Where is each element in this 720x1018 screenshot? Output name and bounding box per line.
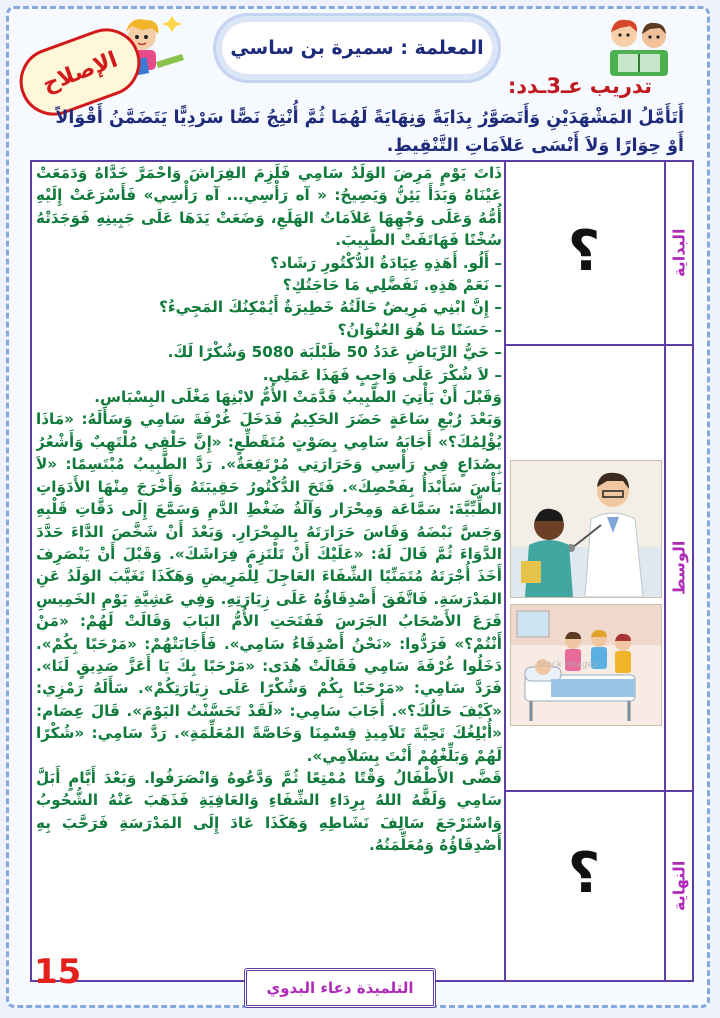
teacher-banner <box>222 22 492 74</box>
label-end: النهاية <box>669 860 689 912</box>
section-divider-1 <box>504 344 694 346</box>
student-name: التلميذة دعاء البدوي <box>266 979 414 997</box>
teacher-name: المعلمة : سميرة بن ساسي <box>230 37 484 59</box>
dialogue-line-4: – حَسَنًا مَا هُوَ العُنْوَانُ؟ <box>36 319 502 341</box>
correction-label: الإصلاح <box>39 46 121 98</box>
page-number: 15 <box>34 952 82 992</box>
stock-watermark: Stock Images <box>537 660 598 670</box>
dialogue-line-6: – لاَ شُكْرَ عَلَى وَاجِبٍ فَهَذَا عَمَلِي. <box>36 364 502 386</box>
exercise-instructions: أَتَأَمَّلُ المَشْهَدَيْنِ وَأَتَصَوَّرُ بِدَايَةً وَنِهَايَةً لَهُمَا ثُمَّ أُنْتِجُ نَصًّا سَرْدِيًّا يَتَضَمَّنُ أَقْوَالاً أَوْ حِوَارًا وَلاَ أَنْسَى عَلاَمَاتِ التَّنْقِيطِ. <box>55 108 684 156</box>
story-paragraph-4: قَضَّى الأَطْفَالُ وَقْتًا مُمْتِعًا ثُمَّ وَدَّعُوهُ وَانْصَرَفُوا. وَبَعْدَ أَيَّامٍ أَبَلَّ سَامِي وَلَفَّهُ اللهُ بِرِدَاءِ الشِّفَاءِ وَالعَافِيَةِ فَذَهَبَ عَنْهُ الشُّحُوبُ وَاسْتَرْجَعَ سَالِفَ نَشَاطِهِ وَهَكَذَا عَادَ إِلَى المَدْرَسَةِ فَرَحَّبَ بِهِ أَصْدِقَاؤُهُ وَمُعَلِّمَتُهُ. <box>36 768 502 855</box>
dialogue-line-1: – أَلُو. أَهَذِهِ عِيَادَةُ الدُّكْتُورِ رَشَاد؟ <box>36 252 502 274</box>
student-name-box <box>244 968 436 1008</box>
dialogue-line-2: – نَعَمْ هَذِهِ. تَفَضَّلِي مَا حَاجَتُكِ؟ <box>36 274 502 296</box>
section-divider-2 <box>504 790 694 792</box>
friends-visiting-patient-image <box>510 604 662 726</box>
story-paragraph-3: وَبَعْدَ رُبْعِ سَاعَةٍ حَضَرَ الحَكِيمُ فَدَخَلَ غُرْفَةَ سَامِي وَسَأَلَهُ: «مَاذَا يُؤْلِمُكَ؟» أَجَابَهُ سَامِي بِصَوْتٍ مُتَقَطِّعٍ: «إِنَّ حَلْقِي مُلْتَهِبٌ وَأَشْعُرُ بِصُدَاعٍ فِي رَأْسِي وَحَرَارَتِي مُرْتَفِعَةٌ». رَدَّ الطَّبِيبُ مُبْتَسِمًا: «لاَ بَأْسَ سَأَبْدَأُ بِفَحْصِكَ». فَتَحَ الدُّكْتُورُ حَقِيبَتَهُ وَأَخْرَجَ مِنْهَا الأَدَوَاتِ الطِّبِّيَّةَ: سَمَّاعَة وَمِحْرَار وَآلَةُ ضَغْطِ الدَّمِ وَسَمَّعَ إِلَى دَقَّاتِ قَلْبِهِ وَجَسَّ نَبْضَهُ وَقَاسَ حَرَارَتَهُ بِالمِحْرَارِ. وَبَعْدَ أَنْ شَخَّصَ الدَّاءَ حَدَّدَ الدَّوَاءَ ثُمَّ قَالَ لَهُ: «عَلَيْكَ أَنْ تَلْتَزِمَ فِرَاشَكَ». وَقَبْلَ أَنْ يَنْصَرِفَ أَخَذَ أُجْرَتَهُ مُتَمَنِّيًا الشِّفَاءَ العَاجِلَ لِلْمَرِيضِ وَهَكَذَا تَغَيَّبَ الوَلَدُ عَنِ المَدْرَسَةِ. فَاتَّفَقَ أَصْدِقَاؤُهُ عَلَى زِيَارَتِهِ. وَفِي عَشِيَّةِ يَوْمِ الخَمِيسِ قَرَعَ الأَصْحَابُ الجَرَسَ فَفَتَحَتِ الأُمُّ البَابَ وَقَالَتْ لَهُمْ: «مَنْ أَنْتُمْ؟» فَرَدُّوا: «نَحْنُ أَصْدِقَاءُ سَامِي». فَأَجَابَتْهُمْ: «مَرْحَبًا بِكُمْ». دَخَلُوا غُرْفَةَ سَامِي فَقَالَتْ هُدَى: «مَرْحَبًا بِكَ يَا أَعَزَّ صَدِيقٍ لَنَا». فَرَدَّ سَامِي: «مَرْحَبًا بِكُمْ وَشُكْرًا عَلَى زِيَارَتِكُمْ». سَأَلَهُ رَمْزِي: «كَيْفَ حَالُكَ؟». أَجَابَ سَامِي: «لَقَدْ تَحَسَّنْتُ اليَوْمَ». قَالَ عِصَام: «أُبْلِغُكَ تَحِيَّةَ تَلاَمِيذِ قِسْمِنَا وَخَاصَّةً المُعَلِّمَةِ». رَدَّ سَامِي: «شُكْرًا لَهُمْ وَبَلِّغْهُمْ أَنْتَ بِسَلاَمِي». <box>36 410 502 765</box>
dialogue-line-3: – إِنَّ ابْنِي مَرِيضٌ حَالَتُهُ خَطِيرَةٌ أَيُمْكِنُكَ المَجِيءُ؟ <box>36 296 502 318</box>
story-paragraph-2: وَقَبْلَ أَنْ يَأْتِيَ الطَّبِيبُ قَدَّمَتْ الأُمُّ لابْنِهَا مَغْلَى البِسْبَاسِ. <box>94 388 502 407</box>
question-mark-end: ؟ <box>567 840 601 906</box>
story-paragraph-1: ذَاتَ يَوْمٍ مَرِضَ الوَلَدُ سَامِي فَلَزِمَ الفِرَاشَ وَاحْمَرَّ خَدَّاهُ وَدَمَعَتْ عَيْنَاهُ وَبَدَأَ يَئِنُّ وَيَصِيحُ: « آه رَأْسِي... آه رَأْسِي» فَأَسْرَعَتْ إِلَيْهِ أُمُّهُ وَعَلَى وَجْهِهَا عَلاَمَاتُ الهَلَعِ، وَضَعَتْ يَدَهَا عَلَى جَبِينِهِ فَوَجَدَتْهُ سُخْنًا فَهَاتَفَتْ الطَّبِيبَ. <box>36 164 502 250</box>
grid-divider-story <box>504 160 506 982</box>
doctor-examining-child-image <box>510 460 662 598</box>
exercise-title: تدريب عـ3ـدد: <box>507 74 652 98</box>
story-text <box>36 162 502 978</box>
label-beginning: البداية <box>669 228 689 278</box>
dialogue-line-5: – حَيُّ الرِّيَاضِ عَدَدُ 50 ظَبْلَبَة 5080 وَشُكْرًا لَكَ. <box>36 341 502 363</box>
grid-divider-labels <box>664 160 666 982</box>
question-mark-beginning: ؟ <box>567 218 601 284</box>
label-middle: الوسط <box>669 540 689 596</box>
